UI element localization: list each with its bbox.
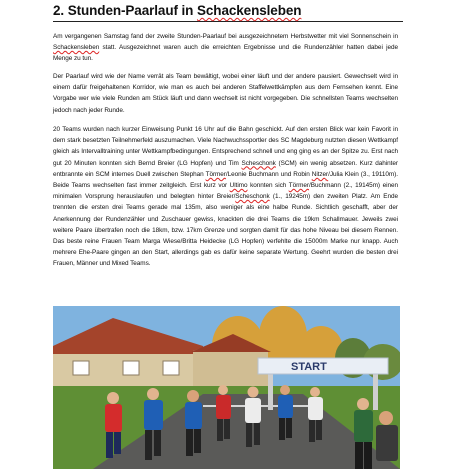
- flagged-word: Scheschonk: [241, 159, 276, 167]
- paragraph-text: /Julia Klein (3., 19110m). Beide Teams wechselten fast immer zeitgleich. Erst kurz vor: [53, 170, 398, 190]
- photo-illustration: [53, 306, 400, 469]
- flagged-word: Schackensleben: [53, 44, 100, 52]
- paragraph-text: (SCM) ein wenig absetzen. Kurz dahinter entbrannte ein SCM internes Duell zwischen Stephan: [53, 159, 398, 178]
- paragraph-text: statt. Ausgezeichnet waren auch die erreichten Ergebnisse und die Rundenzähler hatten dabei jede Menge zu tun.: [53, 44, 398, 63]
- flagged-word: Törmer: [205, 170, 226, 178]
- paragraph-text: (1., 19245m) den zweiten Platz. Am Ende trennten die ersten drei Teams gerade mal 135m, also weniger als eine halbe Runde. Sichtlich geschafft, aber der Anerkennung der Rundenzähler und Zuschauer gewiss, knackten die drei Teams die 19km Schallmauer. Jeweils zwei weitere Paare übertrafen noch die 18km, bzw. 17km Grenze und sorgten damit für das hohe Niveau bei diesem Rennen. Das beste reine Frauen Team Marga Wiese/Britta Heidecke (LG Hopfen) verfehlte die 15000m Marke nur knapp. Auch mehrere Ehe-Paare gingen an den Start, allerdings gab es dafür keine separate Wertung. Geehrt wurden die besten drei Frauen, Männer und Mixed Teams.: [53, 193, 398, 268]
- banner-label: START: [291, 361, 327, 373]
- paragraph-2: [53, 71, 398, 116]
- title-place: Schackensleben: [196, 3, 302, 18]
- paragraph-text: konnten sich: [247, 182, 289, 190]
- paragraph-text: 20 Teams wurden nach kurzer Einweisung Punkt 16 Uhr auf die Bahn geschickt. Auf den ersten Blick war kein Favorit in dem stark besetzten Teilnehmerfeld auszumachen. Viele Nachwuchssportler des SC Magdeburg nutzten diesen Wettkampf gleich als Intervalltraining unter Wettkampfbedingungen. Entsprechend schnell und eng ging es an der Spitze zu. Erst nach gut 20 Minuten konnten sich Bernd Breier (LG Hopfen) und Tim: [53, 126, 398, 167]
- paragraph-text: /Buchmann (2., 19145m) einen minimalen Vorsprung herauslaufen und belegten hinter Breier/: [53, 182, 398, 201]
- flagged-word: Ultimo: [229, 182, 248, 190]
- race-start-photo: [53, 306, 400, 469]
- paragraph-text: Der Paarlauf wird wie der Name verrät als Team bewältigt, wobei einer läuft und der andere pausiert. Gewechselt wird in einem dafür freigehaltenen Korridor, wie man es auch bei anderen Staffelwettkämpfen aus dem Fernsehen kennt. Eine Vorgabe wer wie viele Runden am Stück läuft und dann wechselt ist nicht vorgegeben. Die schnellsten Teams wechselten jedoch nach jeder Runde.: [53, 73, 398, 114]
- flagged-word: Nitzer: [311, 170, 329, 178]
- flagged-word: Scheschonk: [235, 193, 270, 201]
- paragraph-3: [53, 124, 398, 270]
- paragraph-text: /Leonie Buchmann und Robin: [225, 170, 312, 178]
- title-prefix: 2. Stunden-Paarlauf in: [53, 3, 197, 18]
- page-title: [53, 3, 403, 22]
- paragraph-text: Am vergangenen Samstag fand der zweite Stunden-Paarlauf bei ausgezeichnetem Herbstwetter mit viel Sonnenschein in: [53, 33, 398, 40]
- flagged-word: Törmer: [288, 182, 310, 190]
- paragraph-1: [53, 31, 398, 65]
